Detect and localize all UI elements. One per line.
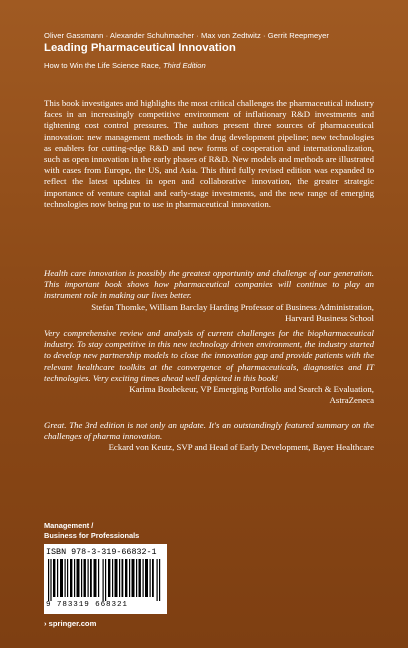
quote-attribution-org: Harvard Business School [285, 312, 374, 323]
authors-line: Oliver Gassmann · Alexander Schuhmacher · Max von Zedtwitz · Gerrit Reepmeyer [44, 31, 329, 40]
category-line-1: Management / [44, 521, 94, 530]
quote-attribution: Eckard von Keutz, SVP and Head of Early Development, Bayer Healthcare [108, 442, 374, 453]
quote-text: Great. The 3rd edition is not only an update. It's an outstandingly featured summary on the challenges of pharma innovation. [44, 420, 374, 442]
edition-label: Third Edition [163, 61, 206, 70]
isbn-text: ISBN 978-3-319-66832-1 [46, 547, 157, 557]
quote-block-3 [44, 420, 374, 454]
publisher-url[interactable]: › springer.com [44, 619, 97, 628]
category-line-2: Business for Professionals [44, 531, 140, 541]
subtitle-text: How to Win the Life Science Race, [44, 61, 164, 70]
quote-text: Health care innovation is possibly the greatest opportunity and challenge of our generation. This important book shows how pharmaceutical companies will continue to play an instrument role in making our lives better. [44, 268, 374, 301]
barcode-number: 9 783319 668321 [46, 601, 128, 609]
book-subtitle [44, 61, 206, 70]
description-paragraph: This book investigates and highlights the most critical challenges the pharmaceutical industry faces in an increasingly competitive environment of inflationary R&D investments and tightening cost control pressures. The authors present three sources of pharmaceutical innovation: new management methods in the drug development pipeline; new technologies as enablers for cutting-edge R&D and new forms of cooperation and internationalization, such as open innovation in the early phases of R&D. New models and methods are illustrated with cases from Europe, the US, and Asia. This third fully revised edition was expanded to reflect the latest updates in open and collaborative innovation, the greater strategic importance of venture capital and early-stage investments, and the new range of emerging technologies now being put to use in pharmaceutical innovation. [44, 98, 374, 209]
quote-text: Very comprehensive review and analysis of current challenges for the biopharmaceutical industry. To stay competitive in this new technology driven environment, the industry started to develop new partnership models to close the innovation gap and provide patients with the relevant healthcare toolkits at the convergence of pharmaceuticals, diagnostics and IT technologies. Very exciting times ahead well depicted in this book! [44, 328, 374, 383]
quote-block-2 [44, 328, 374, 406]
barcode-icon [48, 559, 163, 601]
quote-attribution: Stefan Thomke, William Barclay Harding Professor of Business Administration, [91, 301, 374, 312]
quote-block-1 [44, 268, 374, 324]
category-label [44, 521, 139, 542]
quote-attribution: Karima Boubekeur, VP Emerging Portfolio and Search & Evaluation, [129, 384, 374, 395]
book-title: Leading Pharmaceutical Innovation [44, 42, 236, 54]
barcode-panel [44, 544, 167, 614]
quote-attribution-org: AstraZeneca [329, 395, 374, 406]
